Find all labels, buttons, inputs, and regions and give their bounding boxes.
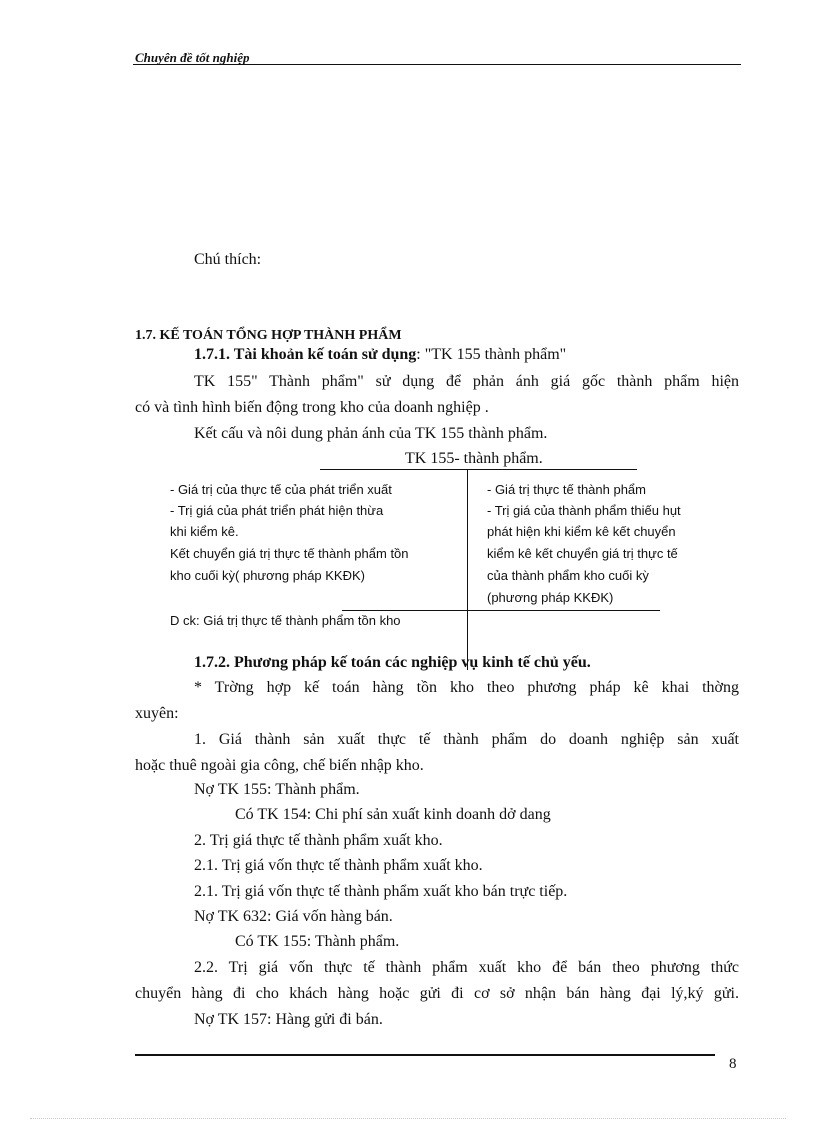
credit-line: - Giá trị thực tế thành phẩm <box>487 482 646 497</box>
header-rule <box>133 64 741 65</box>
entry-debit-632: Nợ TK 632: Giá vốn hàng bán. <box>194 908 393 925</box>
page-header-title: Chuyên đề tốt nghiệp <box>135 50 250 65</box>
page-number: 8 <box>729 1056 737 1072</box>
entry-credit-154: Có TK 154: Chi phí sản xuất kinh doanh dở dang <box>235 806 551 823</box>
item-2-2-line-1: 2.2. Trị giá vốn thực tế thành phẩm xuất kho để bán theo phương thức <box>194 959 739 976</box>
credit-line: phát hiện khi kiểm kê kết chuyển <box>487 524 676 539</box>
item-2-1-a: 2.1. Trị giá vốn thực tế thành phẩm xuất kho. <box>194 857 483 874</box>
page-bottom-border <box>30 1118 786 1119</box>
paragraph-1-line-2: có và tình hình biến động trong kho của doanh nghiệp . <box>135 399 489 416</box>
case-line-2: xuyên: <box>135 705 179 722</box>
subsection-1-title: 1.7.1. Tài khoản kế toán sử dụng <box>194 346 417 363</box>
t-account-center-rule <box>467 470 468 670</box>
item-1-line-2: hoặc thuê ngoài gia công, chế biến nhập kho. <box>135 757 424 774</box>
subsection-2-heading: 1.7.2. Phương pháp kế toán các nghiệp vụ kinh tế chủ yếu. <box>194 654 591 671</box>
case-line-1: * Trờng hợp kế toán hàng tồn kho theo phương pháp kê khai thờng <box>194 679 739 696</box>
note-label: Chú thích: <box>194 251 262 268</box>
ending-balance: D ck: Giá trị thực tế thành phẩm tồn kho <box>170 613 401 628</box>
credit-line: của thành phẩm kho cuối kỳ <box>487 568 649 583</box>
item-2-2-line-2: chuyển hàng đi cho khách hàng hoặc gửi đi cơ sở nhận bán hàng đại lý,ký gửi. <box>135 985 739 1002</box>
t-account-top-rule <box>320 469 637 470</box>
credit-line: - Trị giá của thành phẩm thiếu hụt <box>487 503 681 518</box>
t-account-title: TK 155- thành phẩm. <box>405 450 543 467</box>
debit-line: kho cuối kỳ( phương pháp KKĐK) <box>170 568 365 583</box>
credit-line: (phương pháp KKĐK) <box>487 590 614 605</box>
subsection-1-heading <box>194 346 566 364</box>
paragraph-1-line-1: TK 155" Thành phẩm" sử dụng để phản ánh giá gốc thành phẩm hiện <box>194 373 739 390</box>
entry-debit-155: Nợ TK 155: Thành phẩm. <box>194 781 360 798</box>
credit-line: kiểm kê kết chuyển giá trị thực tế <box>487 546 678 561</box>
item-2-1-b: 2.1. Trị giá vốn thực tế thành phẩm xuất kho bán trực tiếp. <box>194 883 568 900</box>
debit-line: - Trị giá của phát triển phát hiện thừa <box>170 503 384 518</box>
debit-line: - Giá trị của thực tế của phát triển xuất <box>170 482 392 497</box>
item-1-line-1: 1. Giá thành sản xuất thực tế thành phẩm do doanh nghiệp sản xuất <box>194 731 739 748</box>
footer-rule <box>135 1054 715 1056</box>
entry-debit-157: Nợ TK 157: Hàng gửi đi bán. <box>194 1011 383 1028</box>
section-heading: 1.7. KẾ TOÁN TỔNG HỢP THÀNH PHẨM <box>135 328 402 343</box>
paragraph-2: Kết cấu và nôi dung phản ánh của TK 155 thành phẩm. <box>194 425 548 442</box>
subsection-1-account: : "TK 155 thành phẩm" <box>416 346 567 363</box>
debit-line: Kết chuyển giá trị thực tế thành phẩm tồn <box>170 546 409 561</box>
t-account-bottom-rule <box>342 610 660 611</box>
entry-credit-155: Có TK 155: Thành phẩm. <box>235 933 400 950</box>
item-2: 2. Trị giá thực tế thành phẩm xuất kho. <box>194 832 443 849</box>
debit-line: khi kiểm kê. <box>170 524 239 539</box>
